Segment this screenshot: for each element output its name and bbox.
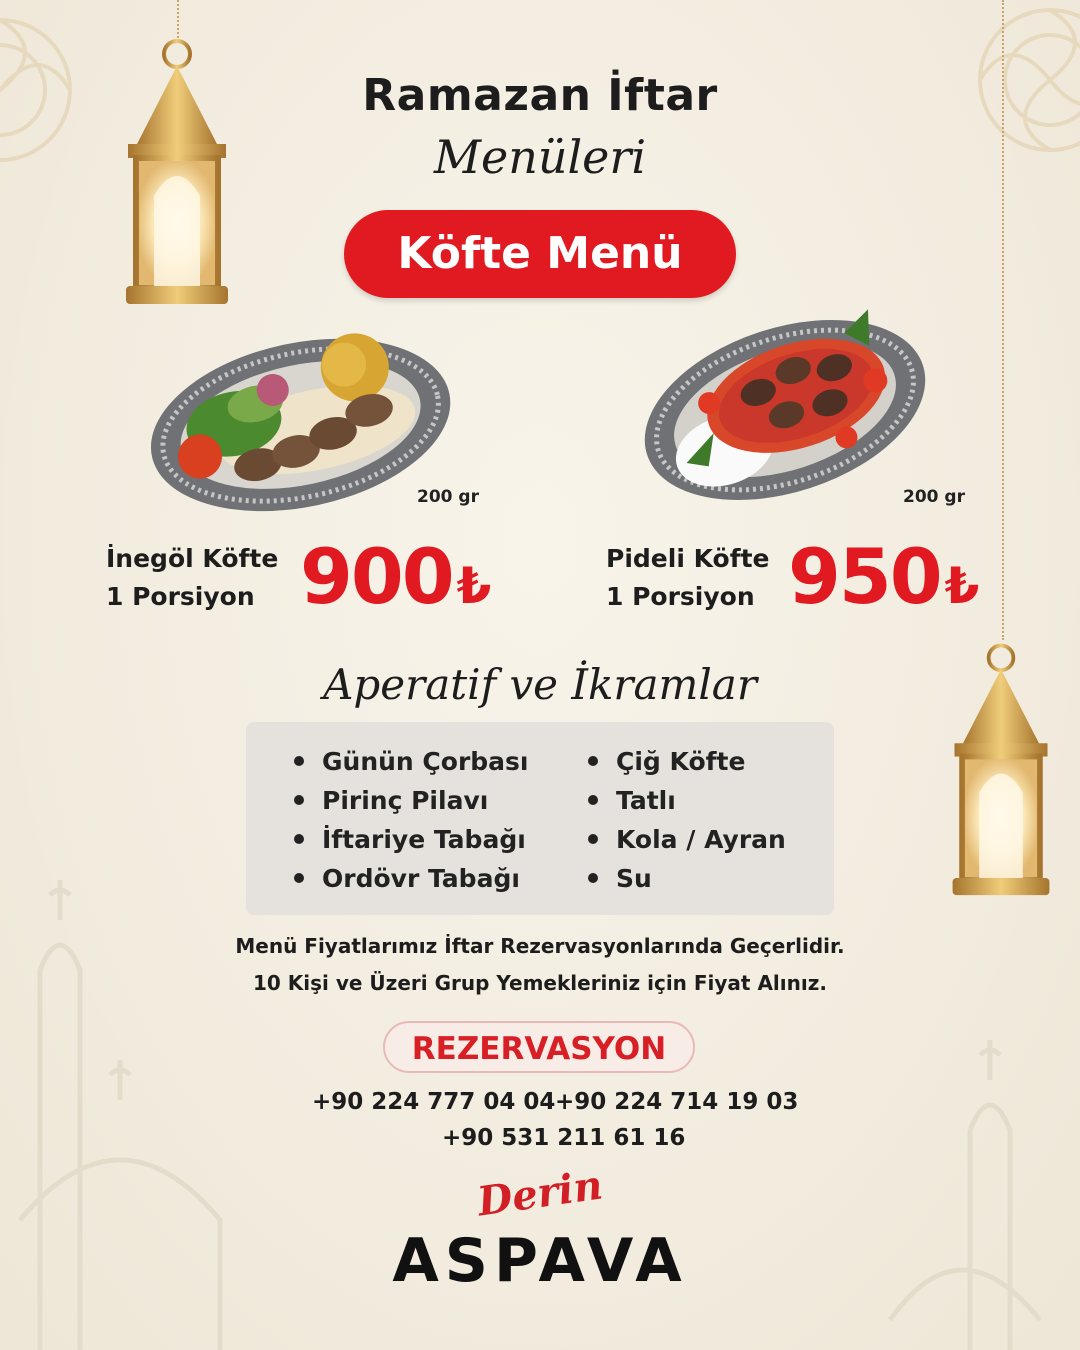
dish-name-pideli — [606, 540, 769, 616]
bullet-icon — [294, 795, 304, 805]
bullet-icon — [588, 834, 598, 844]
phone-number-2[interactable]: +90 224 714 19 03 — [555, 1089, 799, 1115]
bullet-icon — [588, 756, 598, 766]
mosque-silhouette-right — [880, 1020, 1080, 1350]
dish-weight: 200 gr — [417, 487, 479, 507]
bullet-icon — [588, 873, 598, 883]
extras-item-text: Pirinç Pilavı — [322, 786, 489, 815]
extras-item-text: Çiğ Köfte — [616, 747, 746, 776]
list-item — [588, 742, 786, 781]
note-line-1: Menü Fiyatlarımız İftar Rezervasyonlarında Geçerlidir. — [235, 934, 845, 958]
page-subtitle: Menüleri — [433, 130, 647, 184]
note-line-2: 10 Kişi ve Üzeri Grup Yemekleriniz için Fiyat Alınız. — [253, 971, 827, 995]
price-value: 900 — [300, 532, 453, 621]
bullet-icon — [588, 795, 598, 805]
dish-price-inegol — [300, 532, 489, 621]
page-title: Ramazan İftar — [362, 70, 718, 121]
dish-portion: 1 Porsiyon — [106, 582, 255, 611]
extras-item-text: Kola / Ayran — [616, 825, 786, 854]
dish-image-pideli-kofte — [635, 305, 935, 515]
currency-symbol: ₺ — [456, 557, 490, 615]
dish-image-inegol-kofte — [140, 325, 460, 520]
extras-panel — [246, 722, 834, 915]
extras-item-text: İftariye Tabağı — [322, 825, 526, 854]
list-item — [294, 859, 528, 898]
phone-number-1[interactable]: +90 224 777 04 04 — [312, 1089, 556, 1115]
extras-title: Aperatif ve İkramlar — [323, 660, 757, 709]
bullet-icon — [294, 834, 304, 844]
dish-portion: 1 Porsiyon — [606, 582, 755, 611]
dish-name-inegol — [106, 540, 278, 616]
extras-list-right — [588, 742, 786, 898]
list-item — [588, 859, 786, 898]
list-item — [294, 820, 528, 859]
price-value: 950 — [788, 532, 941, 621]
brand-logo-name: ASPAVA — [392, 1226, 688, 1296]
list-item — [588, 820, 786, 859]
bullet-icon — [294, 873, 304, 883]
dish-title: Pideli Köfte — [606, 544, 770, 573]
dish-weight: 200 gr — [903, 487, 965, 507]
list-item — [588, 781, 786, 820]
bullet-icon — [294, 756, 304, 766]
extras-list-left — [294, 742, 528, 898]
reservation-badge: REZERVASYON — [383, 1021, 695, 1073]
extras-item-text: Su — [616, 864, 652, 893]
extras-item-text: Günün Çorbası — [322, 747, 529, 776]
brand-logo-script: Derin — [474, 1161, 606, 1226]
list-item — [294, 742, 528, 781]
dish-price-pideli — [788, 532, 977, 621]
currency-symbol: ₺ — [944, 557, 978, 615]
list-item — [294, 781, 528, 820]
phone-number-3[interactable]: +90 531 211 61 16 — [442, 1125, 686, 1151]
menu-category-badge: Köfte Menü — [344, 210, 736, 298]
extras-item-text: Tatlı — [616, 786, 676, 815]
dish-title: İnegöl Köfte — [106, 544, 279, 573]
lantern-string-left — [177, 0, 179, 42]
extras-item-text: Ordövr Tabağı — [322, 864, 520, 893]
